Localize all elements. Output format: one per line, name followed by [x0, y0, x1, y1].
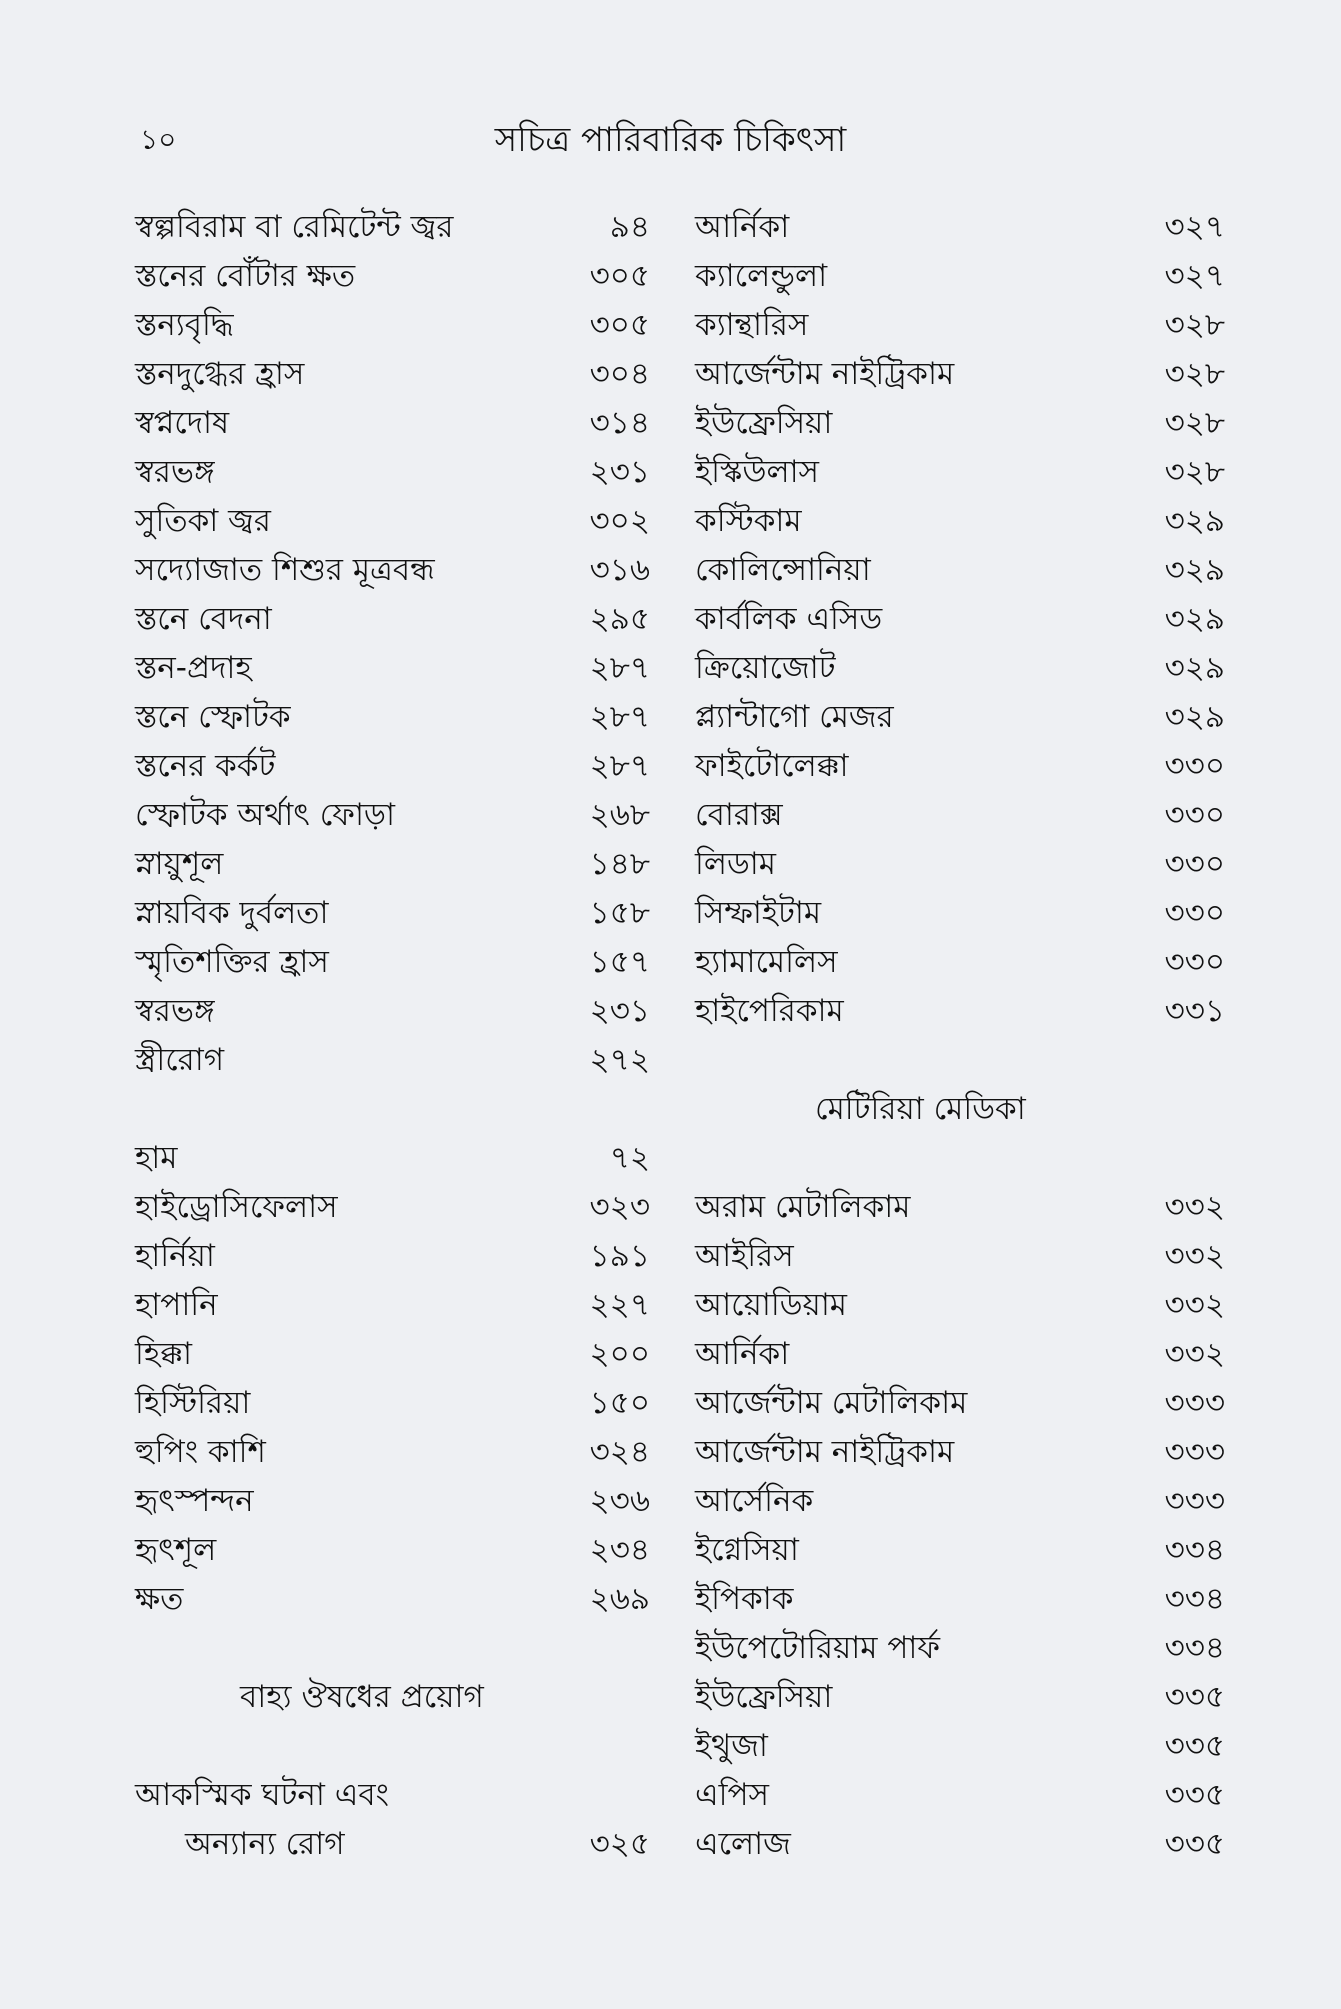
index-term: ক্রিয়োজোট: [695, 650, 836, 686]
index-term: স্তন-প্রদাহ: [135, 650, 252, 686]
index-entry: [130, 1428, 650, 1477]
index-page-number: ২৯৫: [589, 601, 650, 637]
index-entry: [690, 203, 1225, 252]
index-term: আর্নিকা: [695, 1336, 790, 1372]
index-entry: [690, 1428, 1225, 1477]
index-term: হুপিং কাশি: [135, 1434, 266, 1470]
index-term: প্ল্যান্টাগো মেজর: [695, 699, 894, 735]
index-entry: [690, 252, 1225, 301]
index-entry: [130, 301, 650, 350]
index-term: সুতিকা জ্বর: [135, 503, 271, 539]
index-entry: [690, 1771, 1225, 1820]
index-term: ক্যালেন্ডুলা: [695, 258, 828, 294]
index-page-number: ২২৭: [589, 1287, 650, 1323]
index-page-number: ২৬৮: [589, 797, 650, 833]
index-term: হিক্কা: [135, 1336, 192, 1372]
index-entry: [690, 1281, 1225, 1330]
index-term: স্বল্পবিরাম বা রেমিটেন্ট জ্বর: [135, 209, 454, 245]
index-term: আর্নিকা: [695, 209, 790, 245]
index-term: স্তনের কর্কট: [135, 748, 276, 784]
index-term: হৃৎশূল: [135, 1532, 217, 1568]
index-page-number: ৩০৫: [589, 258, 650, 294]
index-page-number: ৩২৮: [1164, 307, 1225, 343]
index-page-number: ৩০৫: [589, 307, 650, 343]
index-page-number: ৯৪: [609, 209, 650, 245]
index-term: হাইড্রোসিফেলাস: [135, 1189, 338, 1225]
index-entry: [130, 1281, 650, 1330]
index-left-column: [130, 203, 650, 1869]
page-header: [0, 110, 1341, 170]
index-entry: [130, 1575, 650, 1624]
index-term: স্বপ্নদোষ: [135, 405, 230, 441]
index-entry: [130, 546, 650, 595]
index-page-number: ৩০২: [589, 503, 650, 539]
index-entry: [130, 595, 650, 644]
index-term: এপিস: [695, 1777, 769, 1813]
index-page-number: ১৪৮: [589, 846, 650, 882]
index-page-number: ২৭২: [589, 1042, 650, 1078]
index-page-number: ১৫৭: [589, 944, 650, 980]
index-term: আয়োডিয়াম: [695, 1287, 848, 1323]
index-page-number: ৩৩৪: [1164, 1630, 1225, 1666]
index-entry: [130, 350, 650, 399]
index-entry: [130, 889, 650, 938]
index-entry: [130, 742, 650, 791]
index-page-number: ২৮৭: [589, 650, 650, 686]
index-page-number: ৩৩২: [1164, 1287, 1225, 1323]
index-entry: [130, 1771, 650, 1820]
index-term: ইগ্নেসিয়া: [695, 1532, 799, 1568]
index-term: মেটিরিয়া মেডিকা: [815, 1091, 1026, 1127]
index-page-number: ৩৩০: [1164, 797, 1225, 833]
index-entry: [690, 399, 1225, 448]
index-term: কস্টিকাম: [695, 503, 802, 539]
index-term: সদ্যোজাত শিশুর মূত্রবন্ধ: [135, 552, 435, 588]
index-page-number: ৩২৯: [1164, 699, 1225, 735]
index-entry: [130, 399, 650, 448]
index-page-number: ২০০: [589, 1336, 650, 1372]
index-entry: [690, 644, 1225, 693]
index-entry: [690, 1183, 1225, 1232]
index-page-number: ৩৩৫: [1164, 1728, 1225, 1764]
index-entry: [130, 252, 650, 301]
index-entry: [690, 938, 1225, 987]
index-page-number: ৩৩৫: [1164, 1777, 1225, 1813]
index-term: স্ফোটক অর্থাৎ ফোড়া: [135, 797, 396, 833]
index-entry: [690, 1379, 1225, 1428]
index-entry: [690, 987, 1225, 1036]
index-entry: [130, 791, 650, 840]
index-entry: [130, 1820, 650, 1869]
index-page-number: ৩২৯: [1164, 601, 1225, 637]
index-page-number: ২৮৭: [589, 699, 650, 735]
index-entry: [690, 791, 1225, 840]
index-page-number: ৭২: [609, 1140, 650, 1176]
index-term: স্ত্রীরোগ: [135, 1042, 225, 1078]
index-term: স্বরভঙ্গ: [135, 993, 215, 1029]
index-entry: [130, 840, 650, 889]
index-page-number: ২৩১: [589, 454, 650, 490]
index-term: বোরাক্স: [695, 797, 783, 833]
index-page-number: ৩৩০: [1164, 944, 1225, 980]
index-term: হৃৎস্পন্দন: [135, 1483, 254, 1519]
index-page-number: ৩৩৩: [1164, 1483, 1225, 1519]
index-entry: [130, 644, 650, 693]
index-term: ইপিকাক: [695, 1581, 794, 1617]
index-page-number: ৩৩২: [1164, 1189, 1225, 1225]
index-page-number: ২৩৬: [589, 1483, 650, 1519]
index-page-number: ৩১৬: [589, 552, 650, 588]
index-entry: [690, 350, 1225, 399]
index-term: আর্জেন্টাম নাইট্রিকাম: [695, 1434, 955, 1470]
index-entry: [130, 1330, 650, 1379]
index-page-number: ৩৩৫: [1164, 1679, 1225, 1715]
index-right-column: [690, 203, 1225, 1869]
index-term: ইউপেটোরিয়াম পার্ফ: [695, 1630, 941, 1666]
index-term: আর্সেনিক: [695, 1483, 814, 1519]
index-entry: [130, 1477, 650, 1526]
index-term: এলোজ: [695, 1826, 791, 1862]
index-page-number: ৩৩৩: [1164, 1434, 1225, 1470]
index-page-number: ২৬৯: [589, 1581, 650, 1617]
index-entry: [130, 1036, 650, 1085]
index-page-number: ৩৩১: [1164, 993, 1225, 1029]
page-number: ১০: [140, 123, 177, 156]
index-page-number: ৩৩৩: [1164, 1385, 1225, 1421]
index-entry: [130, 987, 650, 1036]
index-term: আকস্মিক ঘটনা এবং: [135, 1777, 389, 1813]
index-term: ইথুজা: [695, 1728, 768, 1764]
index-entry: [130, 203, 650, 252]
index-entry: [690, 546, 1225, 595]
index-entry: [690, 889, 1225, 938]
index-term: স্তনের বোঁটার ক্ষত: [135, 258, 356, 294]
index-term: স্তন্যবৃদ্ধি: [135, 307, 234, 343]
index-entry: [690, 1134, 1225, 1183]
index-page-number: ৩২৪: [589, 1434, 650, 1470]
index-entry: [690, 1820, 1225, 1869]
index-entry: [130, 1085, 650, 1134]
index-page-number: ৩৩৫: [1164, 1826, 1225, 1862]
index-term: বাহ্য ঔষধের প্রয়োগ: [240, 1679, 484, 1715]
index-page-number: ৩২৮: [1164, 454, 1225, 490]
index-entry: [690, 1673, 1225, 1722]
index-page-number: ৩০৪: [589, 356, 650, 392]
index-page-number: ৩৩০: [1164, 846, 1225, 882]
index-entry: [130, 1526, 650, 1575]
index-entry: [690, 595, 1225, 644]
index-entry: [130, 1722, 650, 1771]
index-entry: [130, 1379, 650, 1428]
section-heading: [690, 1085, 1225, 1134]
index-page-number: ৩২৩: [589, 1189, 650, 1225]
index-term: স্তনদুগ্ধের হ্রাস: [135, 356, 305, 392]
index-entry: [130, 693, 650, 742]
index-entry: [130, 497, 650, 546]
index-term: আর্জেন্টাম মেটালিকাম: [695, 1385, 968, 1421]
index-entry: [690, 742, 1225, 791]
index-term: লিডাম: [695, 846, 776, 882]
index-entry: [690, 1330, 1225, 1379]
index-entry: [690, 840, 1225, 889]
section-heading: [130, 1673, 650, 1722]
index-page-number: ৩২৫: [589, 1826, 650, 1862]
index-entry: [130, 1134, 650, 1183]
index-term: ইস্কিউলাস: [695, 454, 820, 490]
index-page-number: ৩২৯: [1164, 552, 1225, 588]
index-term: আর্জেন্টাম নাইট্রিকাম: [695, 356, 955, 392]
index-entry: [130, 1232, 650, 1281]
index-term: হ্যামামেলিস: [695, 944, 838, 980]
index-page-number: ১৫০: [589, 1385, 650, 1421]
index-term: হাইপেরিকাম: [695, 993, 844, 1029]
index-page-number: ১৫৮: [589, 895, 650, 931]
index-term: ফাইটোলেক্কা: [695, 748, 849, 784]
index-term: স্নায়ুশূল: [135, 846, 224, 882]
index-term: কোলিন্সোনিয়া: [695, 552, 871, 588]
index-entry: [690, 1526, 1225, 1575]
index-term: স্নায়বিক দুর্বলতা: [135, 895, 329, 931]
index-term: ক্যান্থারিস: [695, 307, 809, 343]
index-entry: [690, 301, 1225, 350]
index-page-number: ২৩১: [589, 993, 650, 1029]
index-entry: [690, 1232, 1225, 1281]
index-entry: [690, 448, 1225, 497]
index-term: স্তনে স্ফোটক: [135, 699, 291, 735]
index-term: স্বরভঙ্গ: [135, 454, 215, 490]
index-page-number: ৩২৭: [1164, 258, 1225, 294]
index-page-number: ৩৩২: [1164, 1336, 1225, 1372]
index-term: হিস্টিরিয়া: [135, 1385, 251, 1421]
page-title: সচিত্র পারিবারিক চিকিৎসা: [494, 120, 847, 160]
index-term: সিম্ফাইটাম: [695, 895, 822, 931]
index-page-number: ৩৩২: [1164, 1238, 1225, 1274]
index-term: আইরিস: [695, 1238, 794, 1274]
index-entry: [690, 1624, 1225, 1673]
index-term: অরাম মেটালিকাম: [695, 1189, 911, 1225]
index-page-number: ২৮৭: [589, 748, 650, 784]
index-page-number: ১৯১: [589, 1238, 650, 1274]
index-entry: [690, 1722, 1225, 1771]
index-entry: [690, 1036, 1225, 1085]
index-page-number: ৩২৮: [1164, 356, 1225, 392]
index-page-number: ৩২৯: [1164, 650, 1225, 686]
index-page-number: ২৩৪: [589, 1532, 650, 1568]
index-term: হাপানি: [135, 1287, 218, 1323]
index-term: ইউফ্রেসিয়া: [695, 1679, 833, 1715]
index-term: ইউফ্রেসিয়া: [695, 405, 833, 441]
index-entry: [690, 1477, 1225, 1526]
index-term: হাম: [135, 1140, 178, 1176]
index-term: হার্নিয়া: [135, 1238, 215, 1274]
index-page-number: ৩৩৪: [1164, 1532, 1225, 1568]
index-entry: [130, 1183, 650, 1232]
index-entry: [690, 693, 1225, 742]
index-entry: [690, 497, 1225, 546]
index-page-number: ৩৩০: [1164, 748, 1225, 784]
index-term: স্মৃতিশক্তির হ্রাস: [135, 944, 329, 980]
index-entry: [690, 1575, 1225, 1624]
index-entry: [130, 448, 650, 497]
index-term: স্তনে বেদনা: [135, 601, 272, 637]
index-term: ক্ষত: [135, 1581, 184, 1617]
index-term: অন্যান্য রোগ: [185, 1826, 345, 1862]
index-entry: [130, 938, 650, 987]
index-term: কার্বলিক এসিড: [695, 601, 883, 637]
index-page-number: ৩৩৪: [1164, 1581, 1225, 1617]
index-page-number: ৩৩০: [1164, 895, 1225, 931]
index-page-number: ৩২৭: [1164, 209, 1225, 245]
index-entry: [130, 1624, 650, 1673]
index-page-number: ৩২৮: [1164, 405, 1225, 441]
index-page-number: ৩১৪: [589, 405, 650, 441]
index-page-number: ৩২৯: [1164, 503, 1225, 539]
